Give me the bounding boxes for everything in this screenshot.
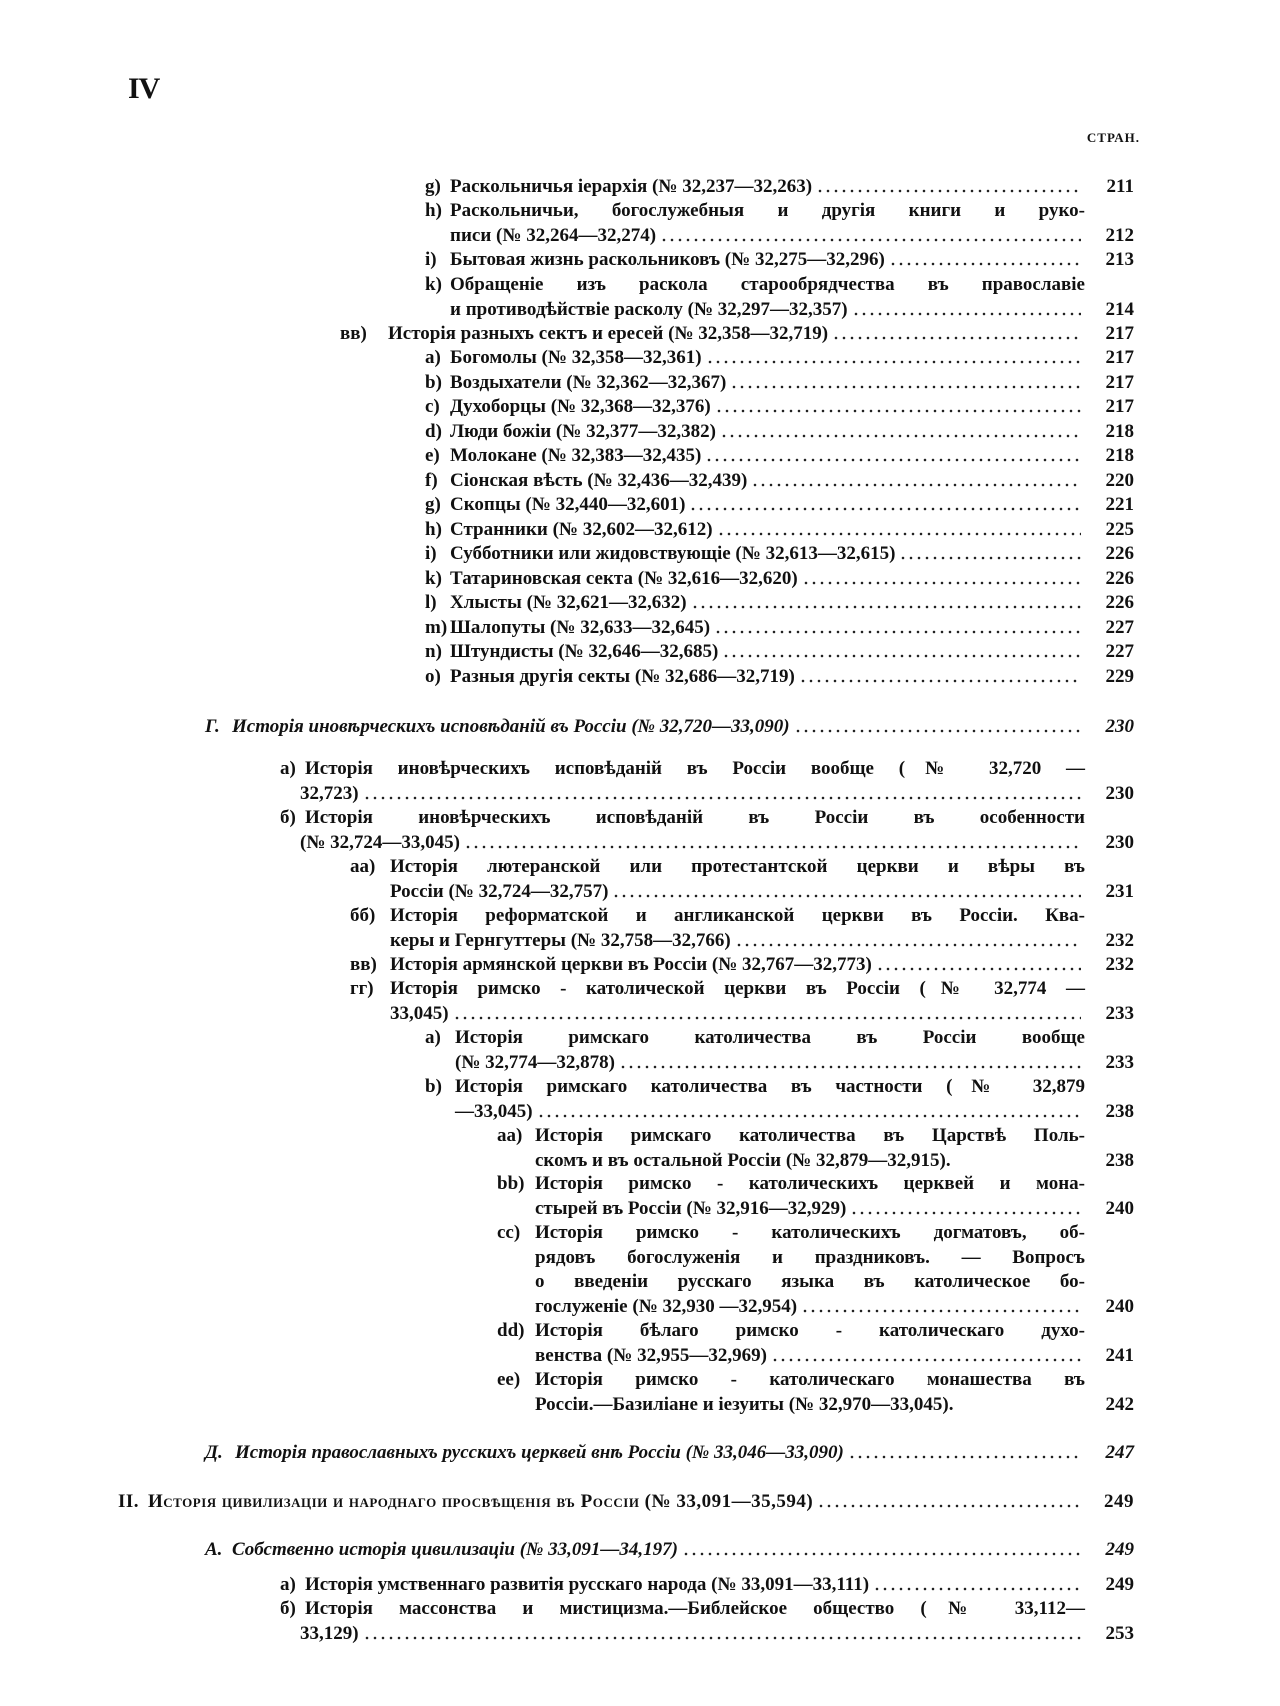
toc-entry-text-line (300, 782, 1085, 806)
toc-entry-text: 32,723) (300, 782, 359, 804)
toc-entry-label: б) (280, 1598, 296, 1619)
toc-entry-page: 229 (1105, 666, 1134, 687)
toc-entry-text-line (450, 224, 1085, 248)
toc-entry-text-line: Исторія римскаго католичества въ Царствѣ Поль- (535, 1125, 1085, 1146)
toc-entry-label: h) (425, 519, 442, 540)
dot-leader (889, 259, 1081, 267)
toc-entry-text-line (535, 1393, 1085, 1417)
toc-entry-text-line (232, 715, 1085, 739)
toc-entry-text-line (450, 175, 1085, 199)
toc-entry-label: g) (425, 176, 441, 197)
dot-leader (850, 1208, 1081, 1216)
toc-entry-page: 226 (1105, 543, 1134, 564)
toc-entry-text-line: Исторія римскаго католичества въ Россіи вообще (455, 1027, 1085, 1048)
toc-entry-label: i) (425, 249, 437, 270)
toc-entry-label: аа) (350, 856, 376, 877)
toc-entry-text-line: Исторія римско - католической церкви въ Россіи (№ 32,774 — (390, 978, 1085, 999)
toc-entry-text: —33,045) (455, 1100, 533, 1122)
toc-entry-text-line (450, 248, 1085, 272)
toc-entry-text: Татариновская секта (№ 32,616—32,620) (450, 568, 798, 589)
toc-entry-text-line (300, 831, 1085, 855)
dot-leader (691, 602, 1081, 610)
dot-leader (816, 186, 1081, 194)
toc-entry-text: Шалопуты (№ 32,633—32,645) (450, 617, 711, 638)
toc-entry-text-line (450, 298, 1085, 322)
toc-entry-page: 217 (1105, 396, 1134, 417)
toc-entry-page: 226 (1105, 568, 1134, 589)
dot-leader (876, 964, 1081, 972)
toc-entry-label: dd) (497, 1320, 525, 1341)
toc-entry-label: вв) (340, 323, 367, 344)
toc-entry-text-line: Исторія римско - католическаго монашества въ (535, 1369, 1085, 1390)
toc-entry-text: писи (№ 32,264—32,274) (450, 224, 657, 246)
toc-entry-page: 230 (1105, 716, 1134, 737)
dot-leader (751, 480, 1081, 488)
toc-entry-label: c) (425, 396, 440, 417)
toc-entry-text: Разныя другія секты (№ 32,686—32,719) (450, 666, 795, 687)
toc-entry-label: Д. (205, 1442, 223, 1463)
toc-entry-page: 231 (1105, 880, 1134, 902)
dot-leader (660, 235, 1081, 243)
dot-leader (817, 1501, 1081, 1509)
toc-entry-text-line: Обращеніе изъ раскола старообрядчества въ православіе (450, 274, 1085, 295)
toc-entry-page: 217 (1105, 347, 1134, 368)
toc-entry-label: а) (280, 758, 296, 779)
toc-entry-text-line (305, 1573, 1085, 1597)
dot-leader (832, 333, 1081, 341)
toc-entry-label: h) (425, 200, 442, 221)
toc-entry-text-line (450, 371, 1085, 395)
dot-leader (682, 1549, 1081, 1557)
toc-entry-text-line (390, 929, 1085, 953)
toc-entry-text: Люди божіи (№ 32,377—32,382) (450, 421, 716, 442)
toc-entry-text-line (450, 567, 1085, 591)
dot-leader (715, 406, 1081, 414)
toc-entry-text-line: Исторія реформатской и англиканской церкви въ Россіи. Ква- (390, 905, 1085, 926)
dot-leader (453, 1013, 1081, 1021)
toc-entry-label: А. (205, 1539, 223, 1560)
toc-entry-text: Раскольничья іерархія (№ 32,237—32,263) (450, 176, 813, 197)
toc-entry-text-line: Исторія иновѣрческихъ исповѣданій въ Россіи вообще (№ 32,720 — (305, 758, 1085, 779)
toc-entry-text-line: Исторія бѣлаго римско - католическаго духо- (535, 1320, 1085, 1341)
dot-leader (852, 309, 1081, 317)
dot-leader (537, 1111, 1081, 1119)
toc-entry-text: Исторія иновѣрческихъ исповѣданій въ Россіи (№ 32,720—33,090) (232, 716, 790, 737)
dot-leader (720, 431, 1081, 439)
toc-entry-text-line (450, 444, 1085, 468)
toc-entry-text: Скопцы (№ 32,440—32,601) (450, 494, 686, 515)
toc-entry-text-line (450, 542, 1085, 566)
dot-leader (722, 651, 1081, 659)
dot-leader (730, 382, 1081, 390)
toc-entry-text: Россіи (№ 32,724—32,757) (390, 880, 609, 902)
toc-entry-text: Собственно исторія цивилизаціи (№ 33,091—34,197) (232, 1539, 678, 1560)
toc-entry-text-line (450, 665, 1085, 689)
toc-entry-page: 225 (1105, 519, 1134, 540)
toc-entry-text: 33,045) (390, 1002, 449, 1024)
toc-entry-text-line (535, 1344, 1085, 1368)
toc-entry-text: Исторія разныхъ сектъ и ересей (№ 32,358—32,719) (388, 323, 829, 344)
toc-entry-text: скомъ и въ остальной Россіи (№ 32,879—32,915). (535, 1149, 951, 1171)
toc-entry-text: Богомолы (№ 32,358—32,361) (450, 347, 702, 368)
toc-entry-label: вв) (350, 954, 377, 975)
toc-entry-text-line (450, 640, 1085, 664)
toc-entry-text: Субботники или жидовствующіе (№ 32,613—32,615) (450, 543, 896, 564)
dot-leader (802, 578, 1081, 586)
toc-entry-text-line (450, 346, 1085, 370)
dot-leader (714, 627, 1081, 635)
toc-entry-text-line: Исторія римскаго католичества въ частности (№ 32,879 (455, 1076, 1085, 1097)
toc-entry-page: 230 (1105, 782, 1134, 804)
toc-entry-text: гослуженіе (№ 32,930 —32,954) (535, 1295, 798, 1317)
toc-entry-page: 220 (1105, 470, 1134, 491)
dot-leader (717, 529, 1081, 537)
toc-entry-label: f) (425, 470, 438, 491)
dot-leader (705, 455, 1081, 463)
dot-leader (464, 842, 1081, 850)
toc-entry-page: 217 (1105, 372, 1134, 393)
toc-entry-text-line: Исторія массонства и мистицизма.—Библейское общество (№ 33,112— (305, 1598, 1085, 1619)
toc-entry-page: 213 (1105, 249, 1134, 270)
toc-entry-text: (№ 32,774—32,878) (455, 1051, 615, 1073)
toc-entry-text-line: о введеніи русскаго языка въ католическое бо- (535, 1271, 1085, 1292)
toc-entry-page: 240 (1105, 1295, 1134, 1317)
toc-entry-label: б) (280, 807, 296, 828)
dot-leader (706, 357, 1081, 365)
toc-entry-text-line (450, 616, 1085, 640)
toc-entry-text: Россіи.—Базиліане и іезуиты (№ 32,970—33,045). (535, 1393, 954, 1415)
dot-leader (771, 1355, 1081, 1363)
toc-entry-text: и противодѣйствіе расколу (№ 32,297—32,357) (450, 298, 848, 320)
dot-leader (363, 793, 1081, 801)
dot-leader (689, 504, 1081, 512)
toc-entry-text: венства (№ 32,955—32,969) (535, 1344, 767, 1366)
toc-entry-text-line (148, 1490, 1085, 1514)
toc-entry-text-line (455, 1051, 1085, 1075)
toc-entry-text-line (450, 518, 1085, 542)
toc-entry-text-line: Раскольничьи, богослужебныя и другія книги и руко- (450, 200, 1085, 221)
toc-entry-page: 217 (1105, 323, 1134, 344)
toc-entry-text-line: Исторія лютеранской или протестантской церкви и вѣры въ (390, 856, 1085, 877)
dot-leader (794, 726, 1081, 734)
toc-entry-page: 241 (1105, 1344, 1134, 1366)
toc-entry-text-line (390, 880, 1085, 904)
toc-entry-text: Странники (№ 32,602—32,612) (450, 519, 713, 540)
toc-entry-page: 230 (1105, 831, 1134, 853)
toc-entry-text: Хлысты (№ 32,621—32,632) (450, 592, 687, 613)
toc-entry-text-line: Исторія иновѣрческихъ исповѣданій въ Россіи въ особенности (305, 807, 1085, 828)
dot-leader (612, 891, 1081, 899)
toc-entry-page: 218 (1105, 421, 1134, 442)
toc-entry-label: b) (425, 1076, 442, 1097)
toc-entry-label: a) (425, 347, 441, 368)
toc-entry-text-line (390, 953, 1085, 977)
toc-entry-text-line (450, 591, 1085, 615)
toc-entry-label: e) (425, 445, 440, 466)
toc-entry-text: стырей въ Россіи (№ 32,916—32,929) (535, 1197, 847, 1219)
toc-entry-label: d) (425, 421, 442, 442)
toc-entry-text-line (450, 493, 1085, 517)
toc-entry-text-line (535, 1295, 1085, 1319)
toc-entry-text: Воздыхатели (№ 32,362—32,367) (450, 372, 727, 393)
dot-leader (848, 1452, 1081, 1460)
toc-entry-page: 227 (1105, 641, 1134, 662)
toc-entry-label: b) (425, 372, 442, 393)
toc-entry-page: 221 (1105, 494, 1134, 515)
toc-entry-page: 233 (1105, 1002, 1134, 1024)
dot-leader (873, 1584, 1081, 1592)
toc-entry-page: 233 (1105, 1051, 1134, 1073)
toc-entry-text-line: Исторія римско - католическихъ догматовъ, об- (535, 1222, 1085, 1243)
toc-entry-label: n) (425, 641, 442, 662)
toc-entry-text-line (300, 1622, 1085, 1646)
toc-entry-page: 232 (1105, 954, 1134, 975)
toc-entry-label: a) (425, 1027, 441, 1048)
toc-entry-text-line (390, 1002, 1085, 1026)
toc-entry-text-line (450, 469, 1085, 493)
toc-entry-text: Исторія армянской церкви въ Россіи (№ 32,767—32,773) (390, 954, 872, 975)
toc-entry-text: Сіонская вѣсть (№ 32,436—32,439) (450, 470, 748, 491)
toc-entry-page: 211 (1106, 176, 1134, 197)
toc-entry-text: Исторія умственнаго развитія русскаго народа (№ 33,091—33,111) (305, 1574, 870, 1595)
toc-entry-page: 218 (1105, 445, 1134, 466)
toc-entry-page: 242 (1105, 1393, 1134, 1415)
toc-entry-page: 238 (1105, 1100, 1134, 1122)
toc-entry-page: 249 (1105, 1539, 1134, 1560)
toc-entry-page: 227 (1105, 617, 1134, 638)
toc-entry-text: Духоборцы (№ 32,368—32,376) (450, 396, 711, 417)
toc-entry-label: гг) (350, 978, 374, 999)
toc-entry-label: bb) (497, 1173, 525, 1194)
toc-entry-label: II. (118, 1491, 140, 1512)
toc-entry-text-line (232, 1538, 1085, 1562)
toc-entry-page: 249 (1104, 1491, 1134, 1512)
toc-entry-page: 253 (1105, 1622, 1134, 1644)
toc-entry-text: Исторія цивилизаціи и народнаго просвѣщенія въ Россіи (№ 33,091—35,594) (148, 1491, 814, 1512)
dot-leader (363, 1633, 1081, 1641)
toc-entry-text-line: рядовъ богослуженія и праздниковъ. — Вопросъ (535, 1246, 1085, 1268)
toc-entry-label: g) (425, 494, 441, 515)
toc-entry-page: 249 (1105, 1574, 1134, 1595)
toc-entry-text-line (388, 322, 1085, 346)
toc-entry-text-line (535, 1149, 1085, 1173)
toc-entry-label: бб) (350, 905, 376, 926)
toc-entry-text: Штундисты (№ 32,646—32,685) (450, 641, 719, 662)
toc-entry-page: 240 (1105, 1197, 1134, 1219)
toc-entry-text: Молокане (№ 32,383—32,435) (450, 445, 702, 466)
toc-entry-text: 33,129) (300, 1622, 359, 1644)
dot-leader (801, 1306, 1081, 1314)
toc-entry-label: а) (280, 1574, 296, 1595)
toc-entry-text-line (235, 1441, 1085, 1465)
dot-leader (619, 1062, 1081, 1070)
toc-entry-text-line (450, 420, 1085, 444)
toc-entry-page: 232 (1105, 929, 1134, 951)
toc-entry-text-line (535, 1197, 1085, 1221)
toc-entry-label: m) (425, 617, 448, 638)
dot-leader (799, 676, 1081, 684)
toc-entry-text: (№ 32,724—33,045) (300, 831, 460, 853)
toc-entry-label: aa) (497, 1125, 523, 1146)
page-number: IV (128, 72, 160, 105)
toc-entry-page: 226 (1105, 592, 1134, 613)
toc-entry-text-line: Исторія римско - католическихъ церквей и мона- (535, 1173, 1085, 1194)
toc-entry-page: 247 (1105, 1442, 1134, 1463)
toc-entry-label: ee) (497, 1369, 521, 1390)
dot-leader (735, 940, 1081, 948)
toc-entry-label: l) (425, 592, 437, 613)
page-column-header: СТРАН. (1086, 130, 1140, 145)
toc-entry-page: 212 (1105, 224, 1134, 246)
toc-entry-text: Бытовая жизнь раскольниковъ (№ 32,275—32,296) (450, 249, 885, 270)
toc-entry-text-line (450, 395, 1085, 419)
toc-entry-label: k) (425, 274, 442, 295)
toc-entry-text: керы и Гернгуттеры (№ 32,758—32,766) (390, 929, 731, 951)
toc-entry-page: 238 (1105, 1149, 1134, 1171)
toc-entry-label: Г. (205, 716, 220, 737)
toc-entry-label: i) (425, 543, 437, 564)
toc-entry-page: 214 (1105, 298, 1134, 320)
toc-entry-text: Исторія православныхъ русскихъ церквей внѣ Россіи (№ 33,046—33,090) (235, 1442, 844, 1463)
toc-entry-label: k) (425, 568, 442, 589)
toc-entry-label: cc) (497, 1222, 521, 1243)
dot-leader (899, 553, 1081, 561)
toc-entry-label: o) (425, 666, 441, 687)
toc-entry-text-line (455, 1100, 1085, 1124)
